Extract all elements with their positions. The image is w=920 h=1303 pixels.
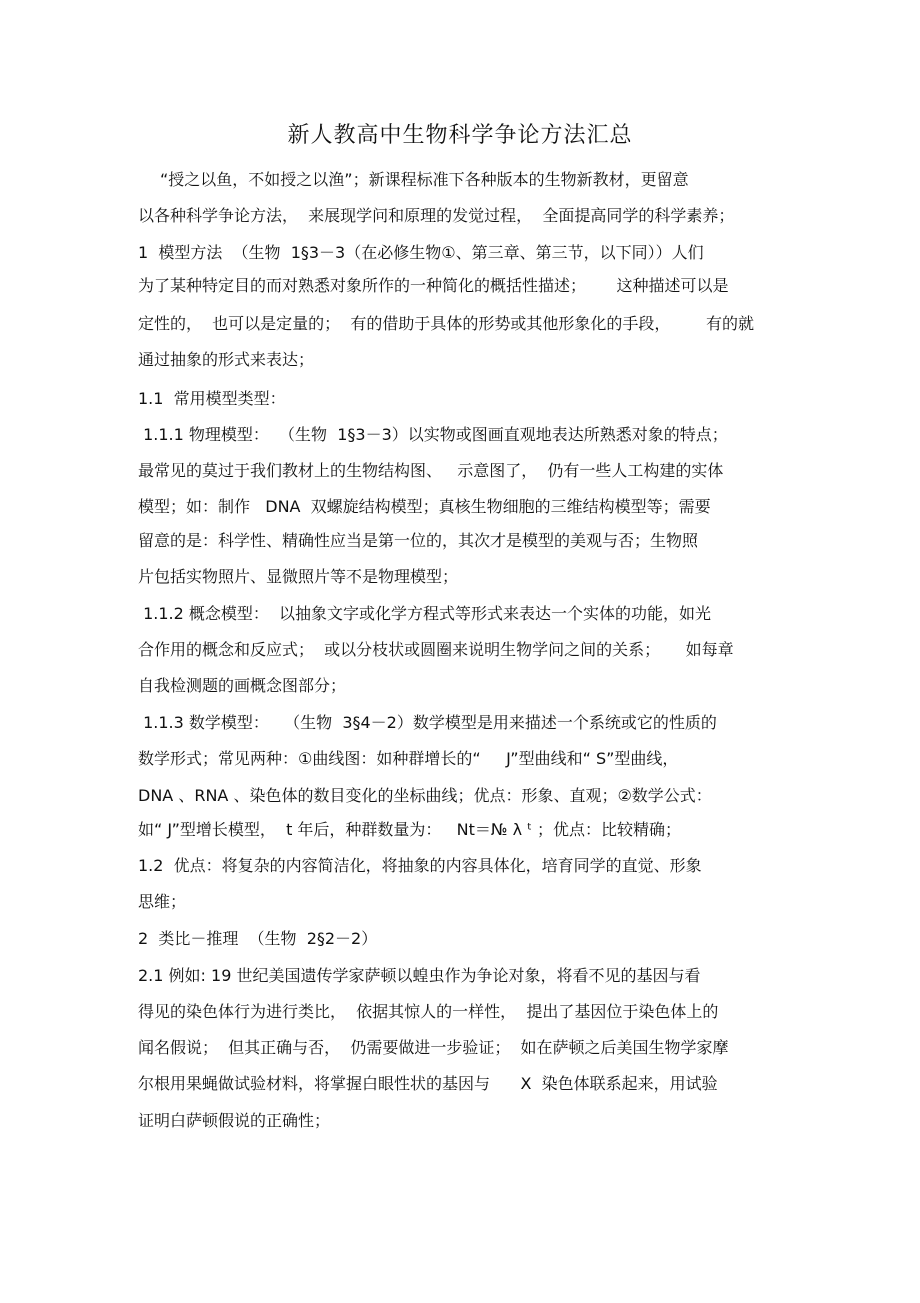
text-line: 片包括实物照片、显微照片等不是物理模型； bbox=[138, 567, 459, 586]
text-line: 1.1.3 数学模型： （生物 3§4－2）数学模型是用来描述一个系统或它的性质的 bbox=[138, 713, 717, 732]
text-line: 思维； bbox=[138, 892, 187, 911]
text-line: 定性的， 也可以是定量的； 有的借助于具体的形势或其他形象化的手段， 有的就 bbox=[138, 314, 754, 333]
text-line: 模型；如：制作 DNA 双螺旋结构模型；真核生物细胞的三维结构模型等；需要 bbox=[138, 497, 711, 516]
text-line: 以各种科学争论方法， 来展现学问和原理的发觉过程， 全面提高同学的科学素养； bbox=[138, 206, 735, 225]
text-line: 2 类比－推理 （生物 2§2－2） bbox=[138, 929, 378, 948]
text-line: 1.1.2 概念模型： 以抽象文字或化学方程式等形式来表达一个实体的功能，如光 bbox=[138, 604, 712, 623]
text-line: 1.2 优点：将复杂的内容简洁化，将抽象的内容具体化，培育同学的直觉、形象 bbox=[138, 856, 702, 875]
document-title: 新人教高中生物科学争论方法汇总 bbox=[287, 123, 633, 148]
text-line: 得见的染色体行为进行类比， 依据其惊人的一样性， 提出了基因位于染色体上的 bbox=[138, 1002, 719, 1021]
text-line: 如“ J”型增长模型， t 年后，种群数量为： Nt＝№ λ ᵗ ；优点：比较精确； bbox=[138, 820, 682, 839]
text-line: 数学形式；常见两种：①曲线图：如种群增长的“ J”型曲线和“ S”型曲线， bbox=[138, 749, 679, 768]
text-line: 1.1 常用模型类型： bbox=[138, 389, 286, 408]
text-line: 1 模型方法 （生物 1§3－3（在必修生物①、第三章、第三节，以下同））人们 bbox=[138, 243, 704, 262]
text-line: 最常见的莫过于我们教材上的生物结构图、 示意图了， 仍有一些人工构建的实体 bbox=[138, 461, 724, 480]
text-line: 合作用的概念和反应式； 或以分枝状或圆圈来说明生物学问之间的关系； 如每章 bbox=[138, 640, 734, 659]
text-line: DNA 、RNA 、染色体的数目变化的坐标曲线；优点：形象、直观；②数学公式： bbox=[138, 786, 712, 805]
text-line: 尔根用果蝇做试验材料，将掌握白眼性状的基因与 X 染色体联系起来，用试验 bbox=[138, 1074, 718, 1093]
text-line: 证明白萨顿假说的正确性； bbox=[138, 1111, 331, 1130]
text-line: 闻名假说； 但其正确与否， 仍需要做进一步验证； 如在萨顿之后美国生物学家摩 bbox=[138, 1038, 729, 1057]
text-line: 为了某种特定目的而对熟悉对象所作的一种简化的概括性描述； 这种描述可以是 bbox=[138, 276, 729, 295]
text-line: 2.1 例如: 19 世纪美国遗传学家萨顿以蝗虫作为争论对象，将看不见的基因与看 bbox=[138, 966, 701, 985]
text-line: 通过抽象的形式来表达； bbox=[138, 350, 315, 369]
text-line: 留意的是：科学性、精确性应当是第一位的，其次才是模型的美观与否；生物照 bbox=[138, 531, 699, 550]
text-line: 1.1.1 物理模型： （生物 1§3－3）以实物或图画直观地表达所熟悉对象的特点； bbox=[138, 425, 728, 444]
text-line: 自我检测题的画概念图部分； bbox=[138, 676, 347, 695]
text-line: “授之以鱼，不如授之以渔”；新课程标准下各种版本的生物新教材，更留意 bbox=[160, 170, 689, 189]
